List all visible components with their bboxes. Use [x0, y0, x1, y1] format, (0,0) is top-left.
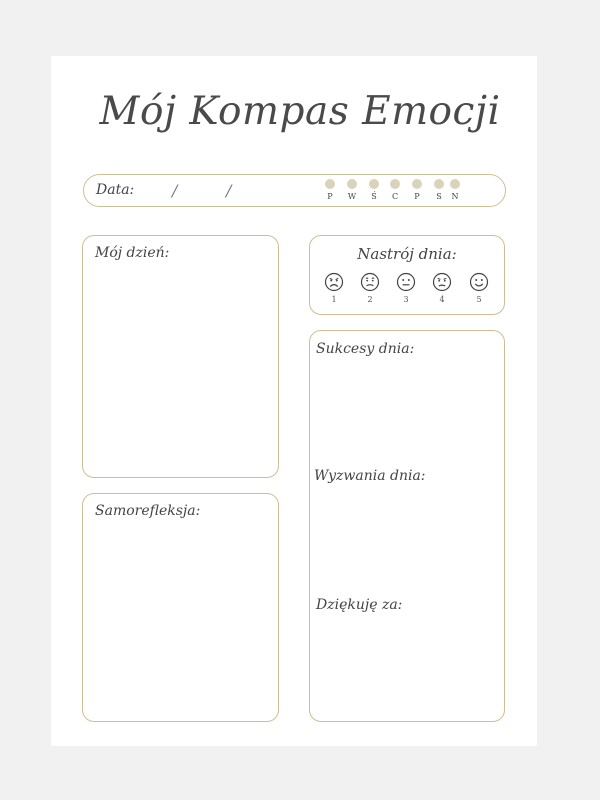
date-label: Data:	[96, 182, 135, 198]
self-reflection-label: Samorefleksja:	[95, 503, 201, 519]
day-checkbox[interactable]	[409, 179, 425, 201]
sad-face-icon	[360, 272, 380, 292]
mood-option-4[interactable]	[430, 272, 454, 304]
day-checkbox[interactable]	[322, 179, 338, 201]
day-dot	[450, 179, 460, 189]
day-dot	[434, 179, 444, 189]
self-reflection-box[interactable]	[82, 493, 279, 722]
slightly-sad-face-icon	[432, 272, 452, 292]
mood-number: 4	[439, 295, 445, 304]
day-letter: W	[347, 192, 357, 201]
my-day-label: Mój dzień:	[95, 245, 170, 261]
date-separator: /	[226, 181, 232, 200]
day-letter: S	[436, 192, 442, 201]
date-separator: /	[172, 181, 178, 200]
mood-option-2[interactable]	[358, 272, 382, 304]
mood-number: 1	[331, 295, 337, 304]
day-letter: P	[327, 192, 333, 201]
day-letter: P	[414, 192, 420, 201]
day-dot	[390, 179, 400, 189]
my-day-box[interactable]	[82, 235, 279, 478]
day-checkbox[interactable]	[387, 179, 403, 201]
day-dot	[369, 179, 379, 189]
date-bar	[83, 174, 506, 207]
neutral-face-icon	[396, 272, 416, 292]
mood-number: 5	[476, 295, 482, 304]
successes-label: Sukcesy dnia:	[316, 341, 415, 357]
day-letter: C	[391, 192, 399, 201]
daily-summary-box[interactable]	[309, 330, 505, 722]
day-letter: N	[451, 192, 459, 201]
day-checkbox[interactable]	[431, 179, 447, 201]
very-sad-face-icon	[324, 272, 344, 292]
mood-label: Nastrój dnia:	[357, 245, 457, 263]
grateful-label: Dziękuję za:	[316, 597, 403, 613]
mood-option-3[interactable]	[394, 272, 418, 304]
day-letter: Ś	[371, 192, 377, 201]
mood-number: 2	[367, 295, 373, 304]
day-checkbox[interactable]	[447, 179, 463, 201]
day-dot	[347, 179, 357, 189]
mood-number: 3	[403, 295, 409, 304]
day-checkbox[interactable]	[344, 179, 360, 201]
happy-face-icon	[469, 272, 489, 292]
mood-option-5[interactable]	[467, 272, 491, 304]
challenges-label: Wyzwania dnia:	[314, 468, 426, 484]
page-title: Mój Kompas Emocji	[99, 89, 501, 134]
mood-option-1[interactable]	[322, 272, 346, 304]
day-checkbox[interactable]	[366, 179, 382, 201]
day-dot	[325, 179, 335, 189]
day-dot	[412, 179, 422, 189]
